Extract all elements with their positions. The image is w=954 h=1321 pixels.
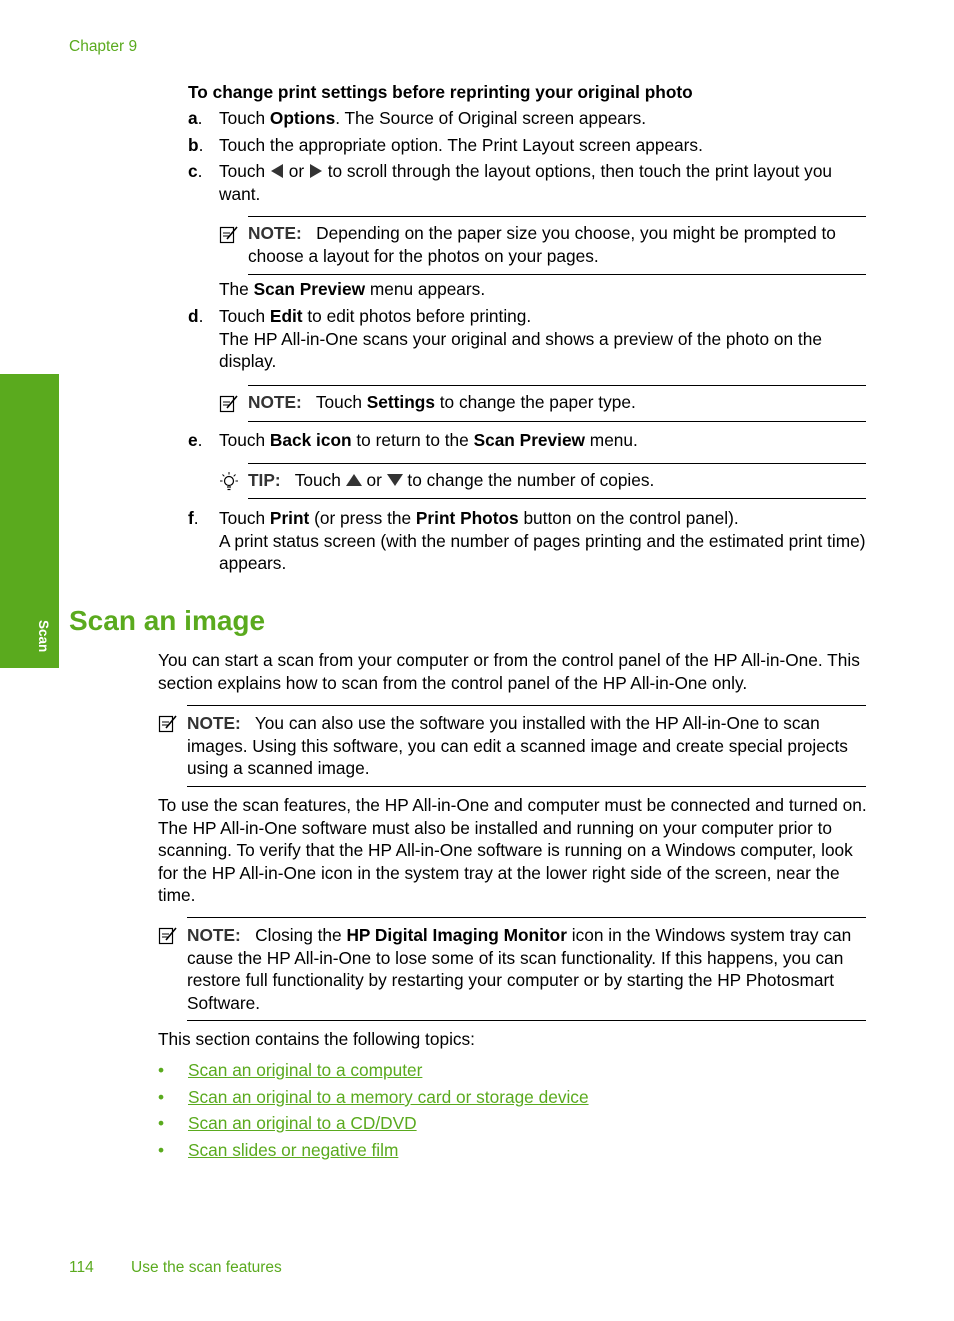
lightbulb-icon bbox=[219, 471, 239, 493]
tip-content: or bbox=[361, 470, 387, 490]
step-text: Touch bbox=[219, 508, 270, 528]
note-text bbox=[187, 712, 869, 780]
note-label: NOTE: bbox=[248, 392, 302, 412]
note-content: to change the paper type. bbox=[434, 392, 636, 412]
step-label: d bbox=[188, 306, 199, 326]
bullet: • bbox=[158, 1060, 165, 1080]
note-text bbox=[187, 924, 869, 1014]
note-pencil-icon bbox=[219, 393, 239, 413]
note-pencil-icon bbox=[158, 713, 178, 733]
step-bold: Print Photos bbox=[415, 508, 519, 528]
footer-title: Use the scan features bbox=[131, 1259, 282, 1276]
note-content: You can also use the software you installed with the HP All-in-One to scan images. Using this software, you can edit a scanned image and create special projects using a scanned image. bbox=[187, 713, 848, 778]
bullet: • bbox=[158, 1140, 165, 1160]
note-bold: HP Digital Imaging Monitor bbox=[346, 925, 567, 945]
note-bold: Settings bbox=[366, 392, 435, 412]
tip-text bbox=[248, 469, 868, 492]
step-label: f bbox=[188, 508, 194, 528]
step-text: to scroll through the layout options, then touch the print layout you want. bbox=[219, 161, 833, 204]
scan-requirements-paragraph: To use the scan features, the HP All-in-One and computer must be connected and turned on. The HP All-in-One software must also be installed and running on your computer prior to scanning. To verify that the HP All-in-One software is running on a Windows computer, look for the HP All-in-One icon in the system tray at the lower right side of the screen, near the time. bbox=[158, 795, 867, 905]
step-label: c bbox=[188, 161, 198, 181]
topic-link-scan-to-memory-card[interactable]: Scan an original to a memory card or storage device bbox=[188, 1087, 589, 1107]
scan-preview-line bbox=[219, 278, 485, 301]
step-text: Touch the appropriate option. The Print Layout screen appears. bbox=[219, 135, 703, 155]
bullet: • bbox=[158, 1087, 165, 1107]
step-label: e bbox=[188, 430, 198, 450]
step-text: to return to the bbox=[351, 430, 474, 450]
chapter-header: Chapter 9 bbox=[69, 38, 138, 55]
tip-content: to change the number of copies. bbox=[402, 470, 655, 490]
line-text: menu appears. bbox=[365, 279, 486, 299]
line-text: The bbox=[219, 279, 254, 299]
step-bold: Print bbox=[269, 508, 310, 528]
bullet: • bbox=[158, 1113, 165, 1133]
line-bold: Scan Preview bbox=[253, 279, 366, 299]
tip-content: Touch bbox=[294, 470, 346, 490]
step-text: Touch bbox=[219, 306, 270, 326]
step-text: A print status screen (with the number of pages printing and the estimated print time) appears. bbox=[219, 530, 866, 573]
footer-page-number: 114 bbox=[69, 1259, 94, 1276]
note-text bbox=[248, 391, 868, 414]
step-bold: Options bbox=[269, 108, 336, 128]
note-content: Touch bbox=[315, 392, 367, 412]
up-triangle-icon bbox=[346, 473, 362, 487]
note-content: Closing the bbox=[255, 925, 347, 945]
topic-link-scan-to-cd-dvd[interactable]: Scan an original to a CD/DVD bbox=[188, 1113, 417, 1133]
down-triangle-icon bbox=[387, 473, 403, 487]
step-bold: Scan Preview bbox=[473, 430, 585, 450]
note-text bbox=[248, 222, 868, 267]
step-text: to edit photos before printing. bbox=[302, 306, 532, 326]
note-pencil-icon bbox=[219, 224, 239, 244]
procedure-heading: To change print settings before reprinting your original photo bbox=[188, 82, 693, 102]
step-text: Touch bbox=[219, 430, 270, 450]
note-label: NOTE: bbox=[248, 223, 302, 243]
intro-paragraph: You can start a scan from your computer or from the control panel of the HP All-in-One. This section explains how to scan from the control panel of the HP All-in-One only. bbox=[158, 650, 860, 693]
step-text: . The Source of Original screen appears. bbox=[335, 108, 647, 128]
topics-intro: This section contains the following topics: bbox=[158, 1029, 475, 1049]
left-triangle-icon bbox=[270, 164, 284, 178]
topic-link-scan-to-computer[interactable]: Scan an original to a computer bbox=[188, 1060, 423, 1080]
topic-link-scan-slides[interactable]: Scan slides or negative film bbox=[188, 1140, 399, 1160]
note-content: icon in the Windows system tray can cause the HP All-in-One to lose some of its scan functionality. If this happens, you can restore full functionality by restarting your computer or by starting the HP Photosmart Software. bbox=[187, 925, 852, 1013]
note-pencil-icon bbox=[158, 925, 178, 945]
note-label: NOTE: bbox=[187, 713, 241, 733]
section-title: Scan an image bbox=[69, 605, 266, 636]
step-bold: Back icon bbox=[269, 430, 352, 450]
step-bold: Edit bbox=[269, 306, 303, 326]
step-text: menu. bbox=[585, 430, 638, 450]
step-text: The HP All-in-One scans your original and shows a preview of the photo on the display. bbox=[219, 328, 822, 371]
step-label: a bbox=[188, 108, 198, 128]
right-triangle-icon bbox=[309, 164, 323, 178]
step-text: or bbox=[283, 161, 309, 181]
note-content: Depending on the paper size you choose, you might be prompted to choose a layout for the photos on your pages. bbox=[248, 223, 836, 266]
step-text: Touch bbox=[219, 161, 270, 181]
tip-label: TIP: bbox=[248, 470, 281, 490]
step-label: b bbox=[188, 135, 199, 155]
step-text: (or press the bbox=[309, 508, 416, 528]
note-label: NOTE: bbox=[187, 925, 241, 945]
side-tab-label: Scan bbox=[36, 620, 51, 653]
step-text: button on the control panel). bbox=[518, 508, 739, 528]
step-text: Touch bbox=[219, 108, 270, 128]
